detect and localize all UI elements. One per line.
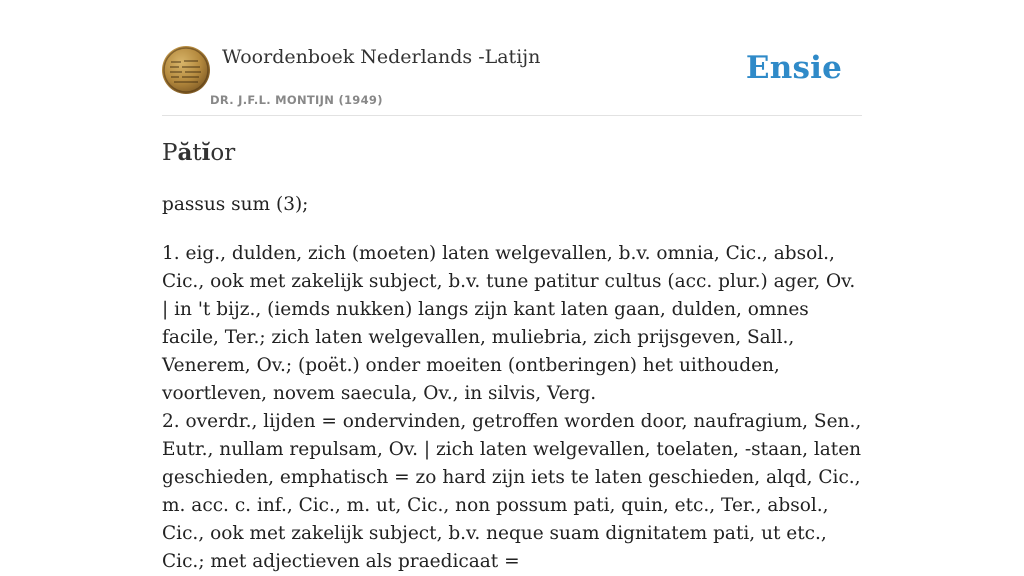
brand-logo-link[interactable]: Ensie	[745, 50, 842, 86]
entry-lemma	[162, 139, 235, 166]
lemma-part: t	[192, 140, 202, 166]
entry-definition	[162, 240, 866, 576]
entry-principal-parts: passus sum (3);	[162, 194, 309, 215]
book-title[interactable]: Woordenboek Nederlands -Latijn	[222, 46, 541, 68]
definition-sense-2: 2. overdr., lijden = ondervinden, getroffen worden door, naufragium, Sen., Eutr., nullam repulsam, Ov. | zich laten welgevallen, toelaten, -staan, laten geschieden, emphatisch = zo hard zijn iets te laten geschieden, alqd, Cic., m. acc. c. inf., Cic., m. ut, Cic., non possum pati, quin, etc., Ter., absol., Cic., ook met zakelijk subject, b.v. neque suam dignitatem pati, ut etc., Cic.; met adjectieven als praedicaat =	[162, 411, 862, 572]
entry-header	[162, 0, 862, 116]
lemma-breve-vowel: ĭ	[201, 139, 211, 166]
lemma-breve-vowel: ă	[177, 139, 193, 166]
bronze-coin-icon[interactable]	[162, 46, 210, 94]
lemma-part: P	[162, 140, 178, 166]
lemma-part: or	[210, 140, 236, 166]
book-author: DR. J.F.L. MONTIJN (1949)	[210, 93, 383, 107]
definition-sense-1: 1. eig., dulden, zich (moeten) laten welgevallen, b.v. omnia, Cic., absol., Cic., ook met zakelijk subject, b.v. tune patitur cultus (acc. plur.) ager, Ov. | in 't bijz., (iemds nukken) langs zijn kant laten gaan, dulden, omnes facile, Ter.; zich laten welgevallen, muliebria, zich prijsgeven, Sall., Venerem, Ov.; (poët.) onder moeiten (ontberingen) het uithouden, voortleven, novem saecula, Ov., in silvis, Verg.	[162, 243, 856, 404]
page-container	[162, 0, 862, 572]
